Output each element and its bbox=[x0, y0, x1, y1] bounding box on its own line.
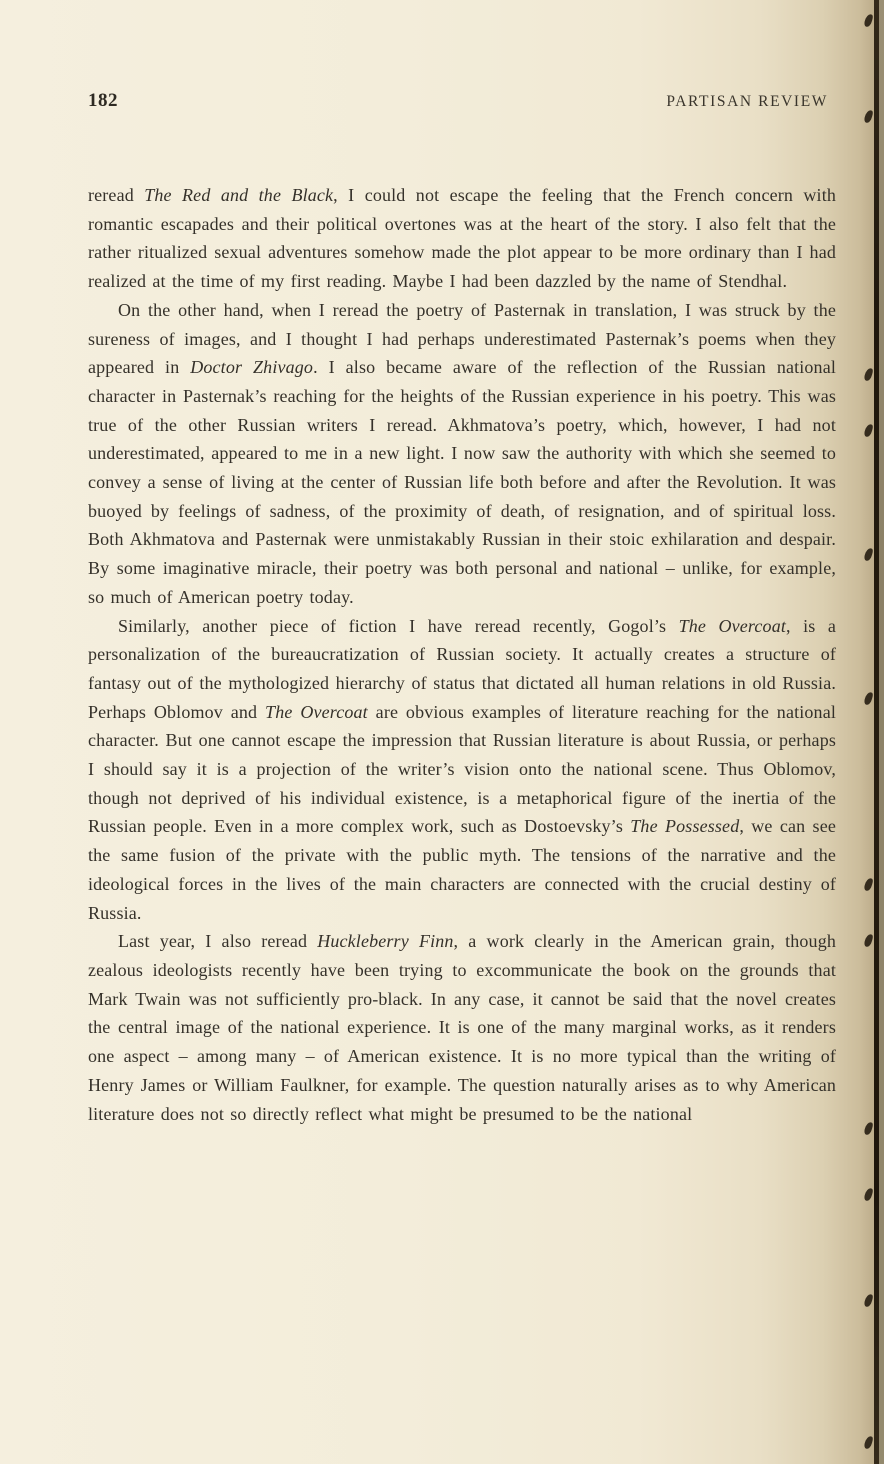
scan-artifact-mark bbox=[864, 933, 874, 947]
book-title-italic: The Red and the Black bbox=[144, 185, 334, 205]
scan-artifact-mark bbox=[864, 547, 874, 561]
text-run: . I also became aware of the reflection of the Russian national character in Pasternak’s reaching for the heights of the Russian experience in his poetry. This was true of the other Russian writers I reread. Akhmatova’s poetry, which, however, I had not underestimated, appeared to me in a new light. I now saw the authority with which she seemed to convey a sense of living at the center of Russian life both before and after the Revolution. It was buoyed by feelings of sadness, of the proximity of death, of resignation, and of spiritual loss. Both Akhmatova and Pasternak were unmistakably Russian in their stoic exhilaration and despair. By some imaginative miracle, their poetry was both personal and national – unlike, for example, so much of American poetry today. bbox=[88, 357, 836, 607]
scan-artifact-mark bbox=[864, 1293, 874, 1307]
paragraph bbox=[88, 927, 836, 1128]
paragraph bbox=[88, 181, 836, 296]
book-title-italic: The Overcoat bbox=[265, 701, 368, 722]
body-text bbox=[88, 181, 836, 1128]
scan-artifact-mark bbox=[864, 1187, 874, 1201]
page-edge-strip bbox=[879, 0, 884, 1464]
scan-artifact-mark bbox=[864, 13, 874, 27]
book-title-italic: The Possessed bbox=[630, 816, 740, 837]
scan-artifact-mark bbox=[864, 1435, 874, 1449]
scan-artifact-mark bbox=[864, 423, 874, 437]
text-run: are obvious examples of literature reaching for the national character. But one cannot escape the impression that Russian literature is about Russia, or perhaps I should say it is a projection of the writer’s vision onto the national scene. Thus Oblomov, though not deprived of his individual existence, is a metaphorical figure of the inertia of the Russian people. Even in a more complex work, such as Dostoevsky’s bbox=[88, 701, 836, 837]
paragraph bbox=[88, 296, 836, 612]
paragraph bbox=[88, 612, 836, 928]
scan-artifact-mark bbox=[864, 877, 874, 891]
text-run: Similarly, another piece of fiction I have reread recently, Gogol’s bbox=[118, 615, 679, 636]
text-run: , a work clearly in the American grain, though zealous ideologists recently have been trying to excommunicate the book on the grounds that Mark Twain was not sufficiently pro-black. In any case, it cannot be said that the novel creates the central image of the national experience. It is one of the many marginal works, as it renders one aspect – among many – of American existence. It is no more typical than the writing of Henry James or William Faulkner, for example. The question naturally arises as to why American literature does not so directly reflect what might be presumed to be the national bbox=[88, 931, 837, 1124]
scan-artifact-mark bbox=[864, 1121, 874, 1135]
book-title-italic: Huckleberry Finn bbox=[317, 931, 454, 952]
text-run: reread bbox=[88, 185, 145, 205]
page-number: 182 bbox=[88, 90, 118, 111]
text-run: On the other hand, when I reread the poetry of Pasternak in translation, I was struck by the sureness of images, and I thought I had perhaps underestimated Pasternak’s poems when they appeared in bbox=[88, 299, 836, 378]
scan-artifact-mark bbox=[864, 109, 874, 123]
journal-title: PARTISAN REVIEW bbox=[666, 93, 828, 110]
text-run: , is a personalization of the bureaucratization of Russian society. It actually creates a structure of fantasy out of the mythologized hierarchy of status that dictated all human relations in old Russia. Perhaps Oblomov and bbox=[88, 615, 836, 722]
scan-artifact-mark bbox=[864, 691, 874, 705]
text-run: Last year, I also reread bbox=[118, 931, 318, 952]
book-title-italic: Doctor Zhivago bbox=[190, 357, 314, 378]
scan-artifact-mark bbox=[864, 367, 874, 381]
page-header bbox=[88, 90, 828, 112]
text-run: , I could not escape the feeling that the French concern with romantic escapades and their political overtones was at the heart of the story. I also felt that the rather ritualized sexual adventures somehow made the plot appear to be more ordinary than I had realized at the time of my first reading. Maybe I had been dazzled by the name of Stendhal. bbox=[88, 185, 836, 292]
book-title-italic: The Overcoat bbox=[678, 615, 786, 636]
text-run: , we can see the same fusion of the private with the public myth. The tensions of the narrative and the ideological forces in the lives of the main characters are connected with the crucial destiny of Russia. bbox=[88, 816, 836, 923]
